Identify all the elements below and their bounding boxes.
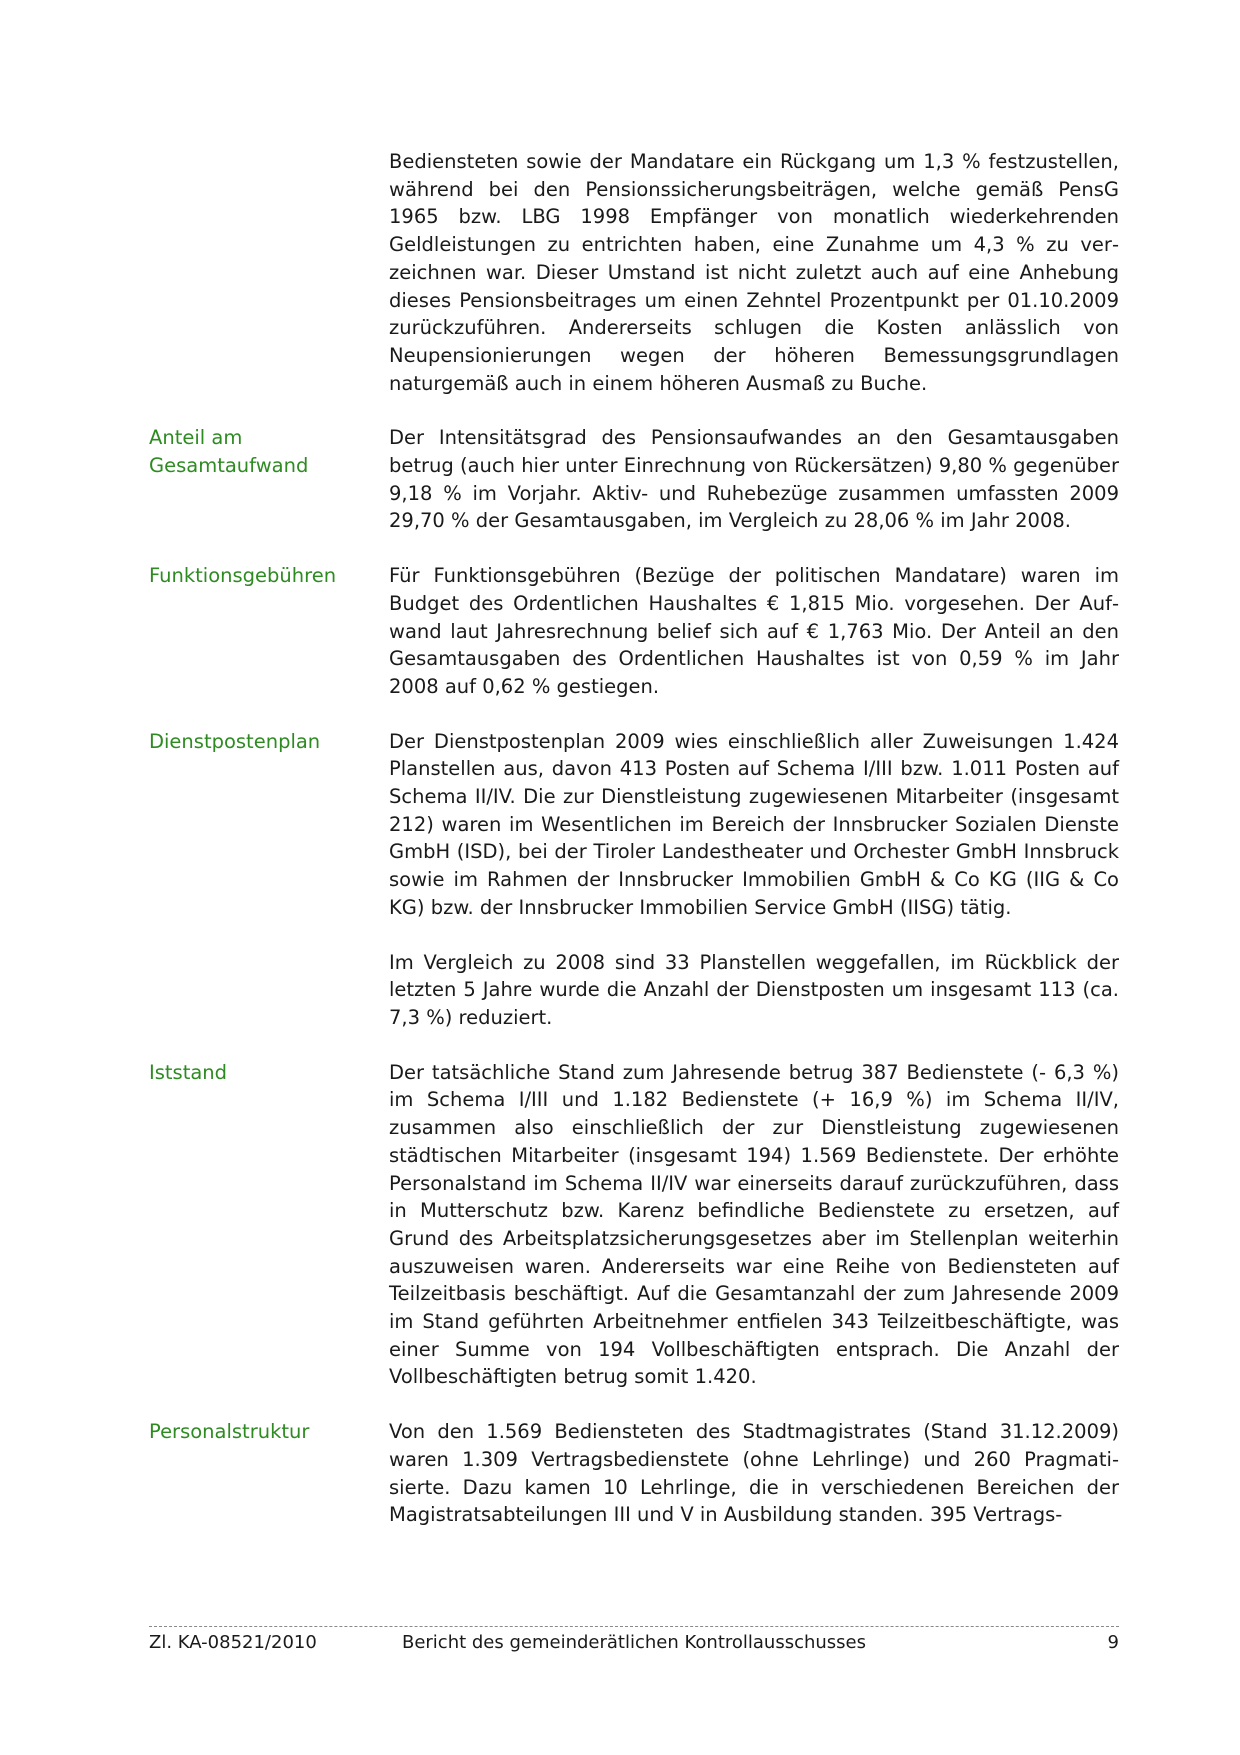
- footer-reference: Zl. KA-08521/2010: [149, 1632, 317, 1653]
- margin-label: Iststand: [149, 1060, 228, 1084]
- footer-title: Bericht des gemeinderätlichen Kontrollausschusses: [401, 1632, 867, 1653]
- margin-label: Personalstruktur: [149, 1420, 310, 1444]
- page-number: 9: [1107, 1632, 1119, 1653]
- paragraph: Im Vergleich zu 2008 sind 33 Planstellen weggefallen, im Rückblick der letzten 5 Jahre wurde die Anzahl der Dienstposten um insgesamt 113 (ca. 7,3 %) reduziert.: [389, 950, 1119, 1029]
- section-anteil-am-gesamtaufwand: [149, 424, 1119, 535]
- paragraph: Der Dienstpostenplan 2009 wies einschließlich aller Zuweisungen 1.424 Planstellen aus, davon 413 Posten auf Schema I/III bzw. 1.011 Posten auf Schema II/IV. Die zur Dienstleistung zugewiesenen Mitarbeiter (insgesamt 212) waren im Wesentlichen im Bereich der Innsbrucker Sozialen Dienste GmbH (ISD), bei der Tiroler Landestheater und Orchester GmbH Innsbruck sowie im Rahmen der Innsbrucker Immobilien GmbH & Co KG (IIG & Co KG) bzw. der Innsbrucker Immobilien Service GmbH (IISG) tätig.: [389, 729, 1119, 919]
- page-content: [149, 148, 1119, 1556]
- section-body: [389, 562, 1119, 701]
- paragraph: Der tatsächliche Stand zum Jahresende betrug 387 Bedienstete (- 6,3 %) im Schema I/III und 1.182 Bedienstete (+ 16,9 %) im Schema II/IV, zusammen also einschließlich der zur Dienstleistung zugewiesenen städtischen Mitarbeiter (insgesamt 194) 1.569 Bedienstete. Der erhöhte Personalstand im Schema II/IV war einerseits darauf zurückzuführen, dass in Mutterschutz bzw. Karenz befindliche Bedienstete zu ersetzen, auf Grund des Arbeitsplatzsicherungsgesetzes aber im Stellenplan weiterhin auszuweisen waren. Andererseits war eine Reihe von Bediensteten auf Teilzeitbasis beschäftigt. Auf die Gesamtanzahl der zum Jahresende 2009 im Stand geführten Arbeitnehmer entfielen 343 Teilzeitbeschäftigte, was einer Summe von 194 Vollbeschäftigten entsprach. Die Anzahl der Vollbeschäftigten betrug somit 1.420.: [389, 1060, 1119, 1389]
- margin-label: Anteil am Gesamtaufwand: [149, 426, 309, 478]
- paragraph: Für Funktionsgebühren (Bezüge der politischen Mandatare) waren im Budget des Ordentlichen Haushaltes € 1,815 Mio. vorgesehen. Der Aufwand laut Jahresrechnung belief sich auf € 1,763 Mio. Der Anteil an den Gesamtausgaben des Ordentlichen Haushaltes ist von 0,59 % im Jahr 2008 auf 0,62 % gestiegen.: [389, 564, 1119, 698]
- paragraph: Der Intensitätsgrad des Pensionsaufwandes an den Gesamtausgaben betrug (auch hier unter Einrechnung von Rückersätzen) 9,80 % gegenüber 9,18 % im Vorjahr. Aktiv- und Ruhebezüge zusammen umfassten 2009 29,70 % der Gesamtausgaben, im Vergleich zu 28,06 % im Jahr 2008.: [389, 426, 1119, 533]
- section-body: [389, 424, 1119, 535]
- margin-label: Dienstpostenplan: [149, 729, 321, 753]
- section-body: [389, 1059, 1119, 1391]
- paragraph: Bediensteten sowie der Mandatare ein Rückgang um 1,3 % festzustellen, während bei den Pensionssicherungsbeiträgen, welche gemäß PensG 1965 bzw. LBG 1998 Empfänger von monatlich wiederkehrenden Geldleistungen zu entrichten haben, eine Zunahme um 4,3 % zu verzeichnen war. Dieser Umstand ist nicht zuletzt auch auf eine Anhebung dieses Pensionsbeitrages um einen Zehntel Prozentpunkt per 01.10.2009 zurückzuführen. Andererseits schlugen die Kosten anlässlich von Neupensionierungen wegen der höheren Bemessungsgrundlagen naturgemäß auch in einem höheren Ausmaß zu Buche.: [389, 150, 1119, 395]
- section-iststand: [149, 1059, 1119, 1391]
- section-body: [389, 1418, 1119, 1529]
- section-funktionsgebuehren: [149, 562, 1119, 701]
- section-body: [389, 728, 1119, 1032]
- section-dienstpostenplan: [149, 728, 1119, 1032]
- paragraph: Von den 1.569 Bediensteten des Stadtmagistrates (Stand 31.12.2009) waren 1.309 Vertragsbedienstete (ohne Lehrlinge) und 260 Pragmatisierte. Dazu kamen 10 Lehrlinge, die in verschiedenen Bereichen der Magistratsabteilungen III und V in Ausbildung standen. 395 Vertrags-: [389, 1420, 1119, 1527]
- margin-label: Funktionsgebühren: [149, 564, 337, 588]
- section-pension-contributions: [149, 148, 1119, 397]
- section-body: [389, 148, 1119, 397]
- section-personalstruktur: [149, 1418, 1119, 1529]
- page-footer: [149, 1626, 1119, 1655]
